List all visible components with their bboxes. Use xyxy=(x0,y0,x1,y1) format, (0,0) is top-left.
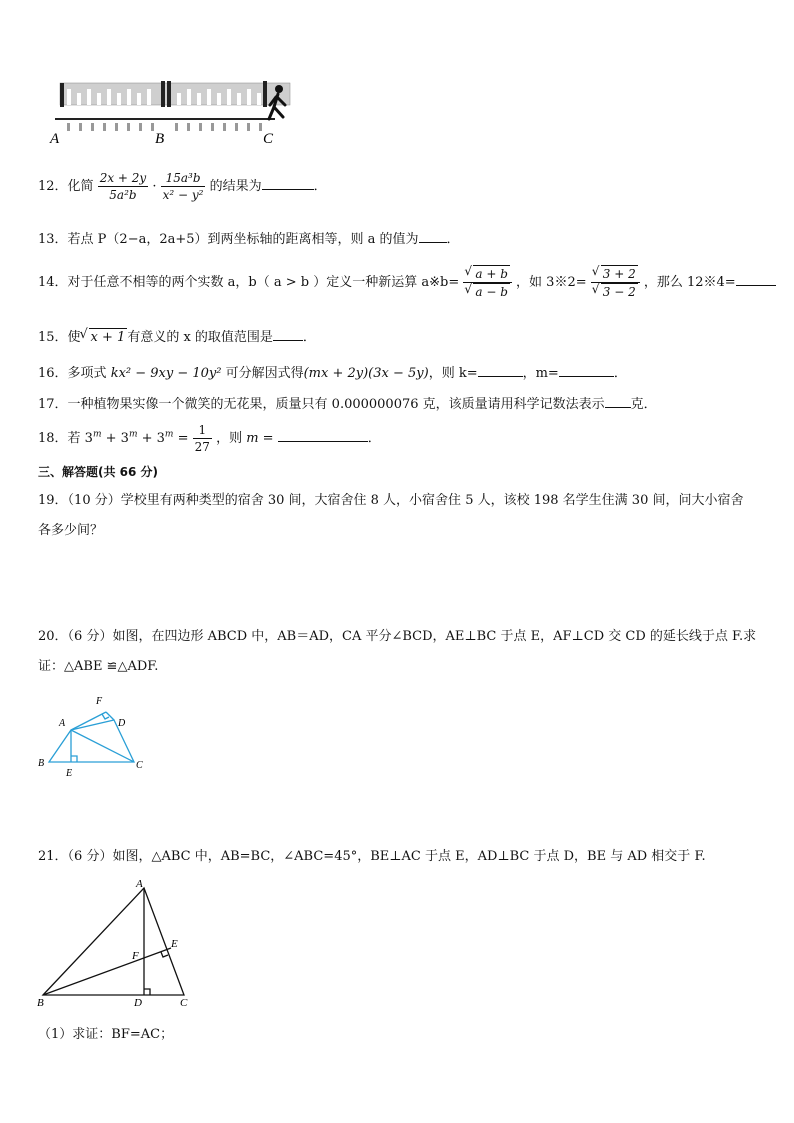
label-e: E xyxy=(66,768,73,779)
question-13: 13．若点 P（2−a，2a+5）到两坐标轴的距离相等，则 a 的值为 ． xyxy=(38,232,460,247)
question-19-line1: 19．（10 分）学校里有两种类型的宿舍 30 间，大宿舍住 8 人，小宿舍住 5 人，该校 198 名学生住满 30 间，问大小宿舍 xyxy=(38,493,744,508)
label-b: B xyxy=(38,758,45,769)
label-b: B xyxy=(155,131,165,147)
label-c: C xyxy=(263,131,274,147)
question-21-part1: （1）求证：BF=AC； xyxy=(38,1027,174,1042)
label-c: C xyxy=(136,760,143,771)
question-20-line1: 20．（6 分）如图，在四边形 ABCD 中，AB＝AD，CA 平分∠BCD，AE⊥BC 于点 E，AF⊥CD 交 CD 的延长线于点 F.求 xyxy=(38,629,757,644)
label-a: A xyxy=(50,131,60,147)
label-a: A xyxy=(136,878,143,890)
label-d: D xyxy=(134,997,142,1009)
top-figure xyxy=(45,75,305,150)
question-20-line2: 证：△ABE ≌△ADF. xyxy=(38,659,159,674)
q21-figure xyxy=(34,875,204,1010)
question-19-line2: 各多少间？ xyxy=(38,523,104,538)
label-f: F xyxy=(96,696,103,707)
label-c: C xyxy=(180,997,188,1009)
question-17: 17．一种植物果实像一个微笑的无花果，质量只有 0.000000076 克，该质量请用科学记数法表示 克． xyxy=(38,397,657,412)
question-16: 16．多项式 kx² − 9xy − 10y² 可分解因式得(mx + 2y)(3x − 5y)，则 k= ，m= ． xyxy=(38,366,627,381)
question-15: 15．使√ x + 1 有意义的 x 的取值范围是 ． xyxy=(38,328,316,347)
section-title: 三、解答题(共 66 分) xyxy=(38,465,159,479)
label-a: A xyxy=(59,718,66,729)
question-18: 18．若 $3^m + 3^m + 3^m$ = $\frac{1}{27}$ ，则 m = ． xyxy=(38,423,381,454)
question-14: 14．对于任意不相等的两个实数 a，b（ a > b ）定义一种新运算 a※b= √ a + b √ a − b ，如 3※2= √ 3 + 2 √ 3 − 2 ，那么 12※4= xyxy=(38,265,776,300)
label-f: F xyxy=(132,950,139,962)
label-d: D xyxy=(118,718,126,729)
label-e: E xyxy=(171,938,178,950)
question-12: 12．化简 $\frac{2x + 2y}{\text{5a²b}}$ · $\frac{\text{15a³b}}{\text{x² − y²}}$ 的结果为 ． xyxy=(38,171,327,202)
label-b: B xyxy=(37,997,44,1009)
question-21-line1: 21．（6 分）如图，△ABC 中，AB=BC，∠ABC=45°，BE⊥AC 于点 E，AD⊥BC 于点 D，BE 与 AD 相交于 F. xyxy=(38,849,706,864)
q20-figure xyxy=(36,690,156,780)
